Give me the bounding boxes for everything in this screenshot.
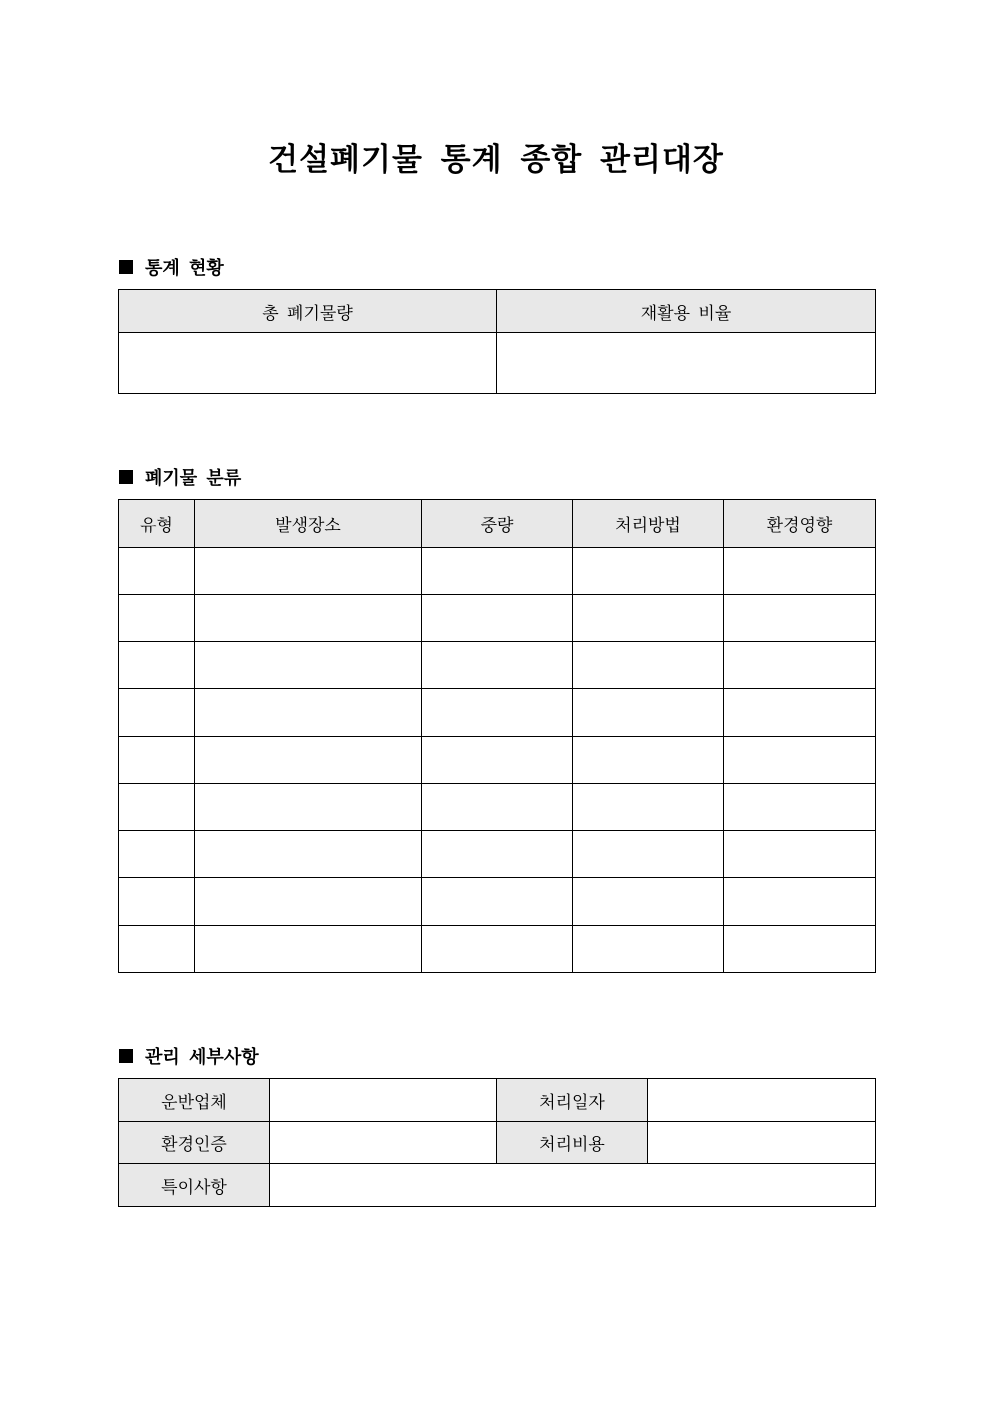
remarks-field[interactable]: [270, 1164, 876, 1207]
stats-section-heading: [119, 254, 224, 280]
details-heading-text: 관리 세부사항: [145, 1047, 259, 1068]
table-cell[interactable]: [724, 878, 876, 926]
table-row: [119, 595, 876, 642]
table-cell[interactable]: [119, 689, 195, 737]
table-row: [119, 878, 876, 926]
remarks-label: 특이사항: [119, 1164, 270, 1207]
table-cell[interactable]: [724, 831, 876, 878]
type-header: 유형: [119, 500, 195, 548]
table-cell[interactable]: [195, 595, 422, 642]
recycling-rate-header: 재활용 비율: [497, 290, 876, 333]
table-cell[interactable]: [422, 548, 573, 595]
table-cell[interactable]: [724, 926, 876, 973]
table-cell[interactable]: [573, 548, 724, 595]
square-bullet-icon: [119, 1049, 133, 1063]
process-date-label: 처리일자: [497, 1079, 648, 1122]
process-date-field[interactable]: [648, 1079, 876, 1122]
details-section-heading: [119, 1043, 259, 1069]
table-cell[interactable]: [422, 595, 573, 642]
table-row: [119, 737, 876, 784]
table-row: [119, 784, 876, 831]
table-cell[interactable]: [195, 784, 422, 831]
table-cell[interactable]: [573, 595, 724, 642]
impact-header: 환경영향: [724, 500, 876, 548]
table-cell[interactable]: [195, 548, 422, 595]
table-cell[interactable]: [119, 548, 195, 595]
table-cell[interactable]: [195, 878, 422, 926]
classification-heading-text: 폐기물 분류: [145, 468, 242, 489]
classification-table: [118, 499, 876, 973]
table-cell[interactable]: [422, 689, 573, 737]
table-cell[interactable]: [119, 642, 195, 689]
process-cost-field[interactable]: [648, 1122, 876, 1164]
carrier-label: 운반업체: [119, 1079, 270, 1122]
table-cell[interactable]: [573, 926, 724, 973]
table-cell[interactable]: [119, 737, 195, 784]
table-cell[interactable]: [573, 737, 724, 784]
env-cert-field[interactable]: [270, 1122, 497, 1164]
env-cert-label: 환경인증: [119, 1122, 270, 1164]
table-cell[interactable]: [724, 548, 876, 595]
table-cell[interactable]: [724, 642, 876, 689]
process-cost-label: 처리비용: [497, 1122, 648, 1164]
table-cell[interactable]: [195, 689, 422, 737]
table-cell[interactable]: [195, 831, 422, 878]
table-cell[interactable]: [573, 831, 724, 878]
table-cell[interactable]: [422, 878, 573, 926]
table-cell[interactable]: [195, 926, 422, 973]
table-cell[interactable]: [195, 642, 422, 689]
table-cell[interactable]: [422, 831, 573, 878]
table-cell[interactable]: [119, 831, 195, 878]
table-row: [119, 689, 876, 737]
table-cell[interactable]: [573, 878, 724, 926]
carrier-field[interactable]: [270, 1079, 497, 1122]
stats-heading-text: 통계 현황: [145, 258, 224, 279]
details-table: [118, 1078, 876, 1207]
table-cell[interactable]: [119, 784, 195, 831]
table-cell[interactable]: [573, 784, 724, 831]
table-row: [119, 642, 876, 689]
table-cell[interactable]: [119, 595, 195, 642]
table-cell[interactable]: [724, 595, 876, 642]
location-header: 발생장소: [195, 500, 422, 548]
method-header: 처리방법: [573, 500, 724, 548]
total-waste-cell[interactable]: [119, 333, 497, 394]
total-waste-header: 총 폐기물량: [119, 290, 497, 333]
document-title: 건설폐기물 통계 종합 관리대장: [268, 142, 724, 178]
table-cell[interactable]: [422, 642, 573, 689]
table-cell[interactable]: [119, 926, 195, 973]
table-cell[interactable]: [422, 926, 573, 973]
table-cell[interactable]: [195, 737, 422, 784]
table-cell[interactable]: [724, 689, 876, 737]
table-row: [119, 548, 876, 595]
table-cell[interactable]: [119, 878, 195, 926]
table-cell[interactable]: [724, 737, 876, 784]
weight-header: 중량: [422, 500, 573, 548]
stats-table: [118, 289, 876, 394]
table-row: [119, 831, 876, 878]
table-cell[interactable]: [573, 689, 724, 737]
table-cell[interactable]: [573, 642, 724, 689]
classification-section-heading: [119, 464, 241, 490]
square-bullet-icon: [119, 470, 133, 484]
recycling-rate-cell[interactable]: [497, 333, 876, 394]
table-cell[interactable]: [422, 737, 573, 784]
table-cell[interactable]: [422, 784, 573, 831]
table-cell[interactable]: [724, 784, 876, 831]
table-row: [119, 926, 876, 973]
square-bullet-icon: [119, 260, 133, 274]
